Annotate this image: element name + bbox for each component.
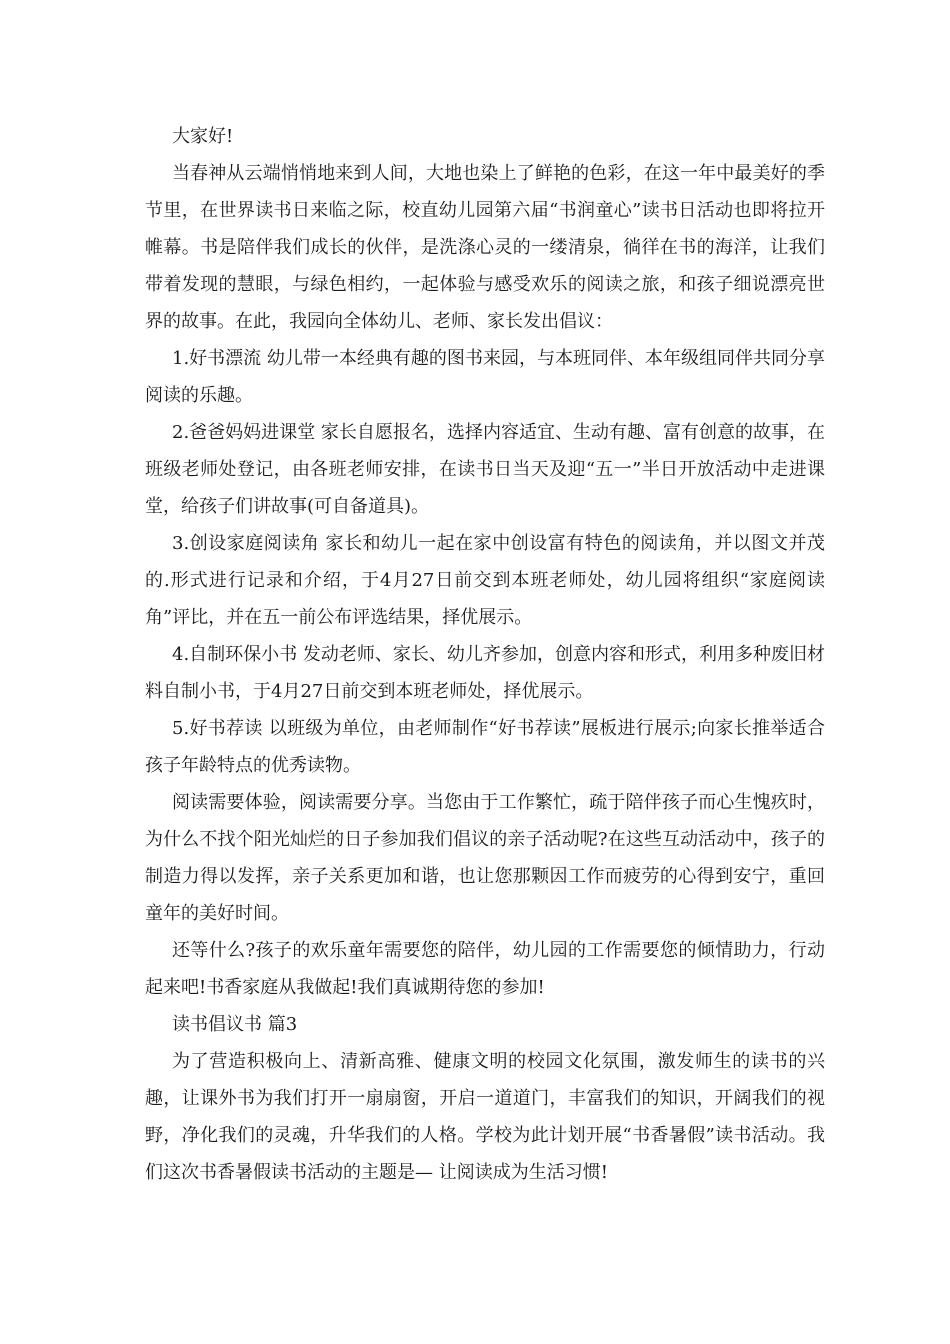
greeting: 大家好!: [172, 126, 234, 147]
proposal-item-3: 3.创设家庭阅读角 家长和幼儿一起在家中创设富有特色的阅读角，并以图文并茂的.形式进行记录和介绍，于4月27日前交到本班老师处，幼儿园将组织“家庭阅读角”评比，并在五一前公布评选结果，择优展示。: [145, 533, 825, 628]
proposal-item-2: 2.爸爸妈妈进课堂 家长自愿报名，选择内容适宜、生动有趣、富有创意的故事，在班级老师处登记，由各班老师安排，在读书日当天及迎“五一”半日开放活动中走进课堂，给孩子们讲故事(可自备道具)。: [145, 422, 825, 517]
proposal-item-4: 4.自制环保小书 发动老师、家长、幼儿齐参加，创意内容和形式，利用多种废旧材料自制小书，于4月27日前交到本班老师处，择优展示。: [145, 644, 825, 702]
section-3-paragraph: 为了营造积极向上、清新高雅、健康文明的校园文化氛围，激发师生的读书的兴趣，让课外书为我们打开一扇扇窗，开启一道道门，丰富我们的知识，开阔我们的视野，净化我们的灵魂，升华我们的人格。学校为此计划开展“书香暑假”读书活动。我们这次书香暑假读书活动的主题是— 让阅读成为生活习惯!: [145, 1051, 825, 1183]
document-body: [145, 118, 825, 1191]
proposal-item-5: 5.好书荐读 以班级为单位，由老师制作“好书荐读”展板进行展示;向家长推举适合孩子年龄特点的优秀读物。: [145, 718, 825, 776]
proposal-item-1: 1.好书漂流 幼儿带一本经典有趣的图书来园，与本班同伴、本年级组同伴共同分享阅读的乐趣。: [145, 348, 825, 406]
section-heading: 读书倡议书 篇3: [172, 1014, 298, 1035]
intro-paragraph: 当春神从云端悄悄地来到人间，大地也染上了鲜艳的色彩，在这一年中最美好的季节里，在世界读书日来临之际，校直幼儿园第六届“书润童心”读书日活动也即将拉开帷幕。书是陪伴我们成长的伙伴，是洗涤心灵的一缕清泉，徜徉在书的海洋，让我们带着发现的慧眼，与绿色相约，一起体验与感受欢乐的阅读之旅，和孩子细说漂亮世界的故事。在此，我园向全体幼儿、老师、家长发出倡议：: [145, 163, 825, 332]
closing-paragraph: 还等什么?孩子的欢乐童年需要您的陪伴，幼儿园的工作需要您的倾情助力，行动起来吧!书香家庭从我做起!我们真诚期待您的参加!: [145, 940, 825, 998]
reading-paragraph: 阅读需要体验，阅读需要分享。当您由于工作繁忙，疏于陪伴孩子而心生愧疚时，为什么不找个阳光灿烂的日子参加我们倡议的亲子活动呢?在这些互动活动中，孩子的制造力得以发挥，亲子关系更加和谐，也让您那颗因工作而疲劳的心得到安宁，重回童年的美好时间。: [145, 792, 825, 924]
